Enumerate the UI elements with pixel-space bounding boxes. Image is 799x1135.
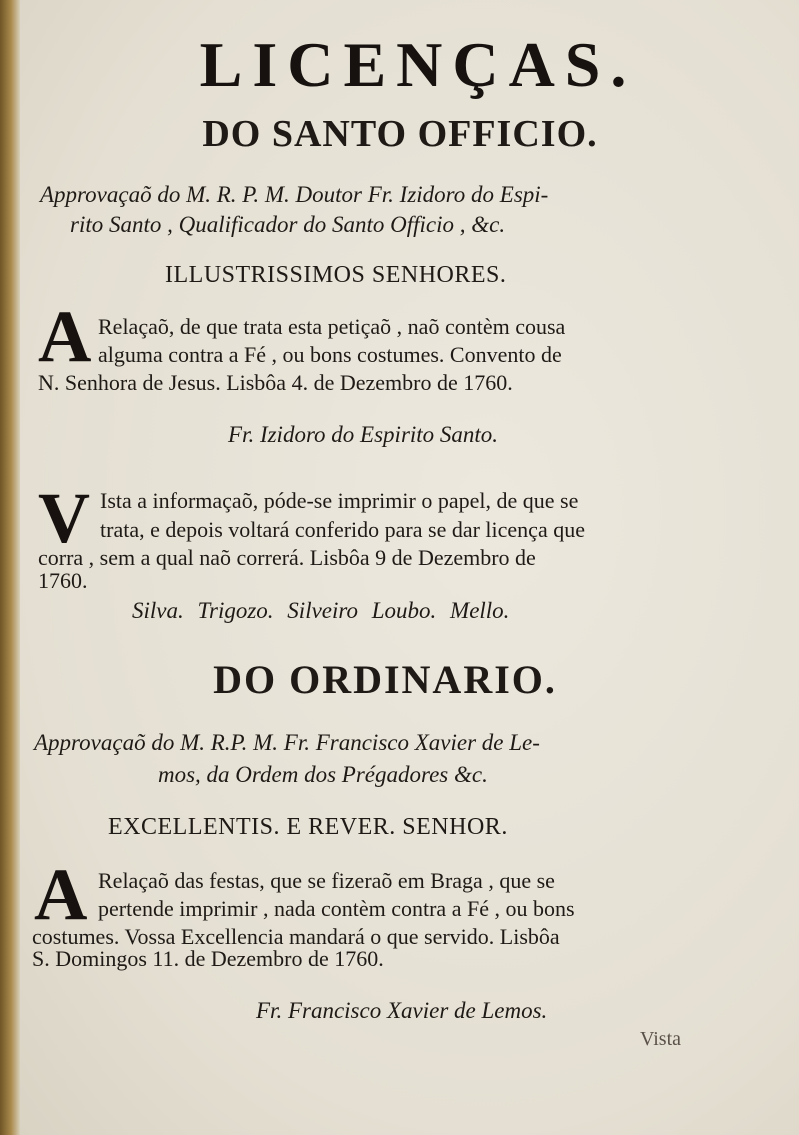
paragraph-3-line-2: pertende imprimir , nada contèm contra a Fé , ou bons (98, 896, 575, 921)
section-subtitle-santo-officio: DO SANTO OFFICIO. (202, 113, 598, 155)
paragraph-1-line-3: N. Senhora de Jesus. Lisbôa 4. de Dezembro de 1760. (38, 370, 513, 395)
book-binding (0, 0, 20, 1135)
paragraph-1-line-1: Relaçaõ, de que trata esta petiçaõ , naõ contèm cousa (98, 314, 566, 339)
paragraph-2-line-1: Ista a informaçaõ, póde-se imprimir o papel, de que se (100, 488, 579, 513)
signature-izidoro: Fr. Izidoro do Espirito Santo. (228, 422, 499, 447)
approval-line-2: rito Santo , Qualificador do Santo Officio , &c. (70, 212, 506, 237)
paragraph-2-line-3: corra , sem a qual naõ correrá. Lisbôa 9 de Dezembro de (38, 545, 536, 570)
approval-ordinario-line-2: mos, da Ordem dos Prégadores &c. (158, 762, 488, 787)
paragraph-3-line-4: S. Domingos 11. de Dezembro de 1760. (32, 946, 384, 971)
approval-ordinario-line-1: Approvaçaõ do M. R.P. M. Fr. Francisco Xavier de Le- (34, 730, 540, 755)
paragraph-3-line-3: costumes. Vossa Excellencia mandará o que servido. Lisbôa (32, 924, 560, 949)
drop-cap-v: V (38, 478, 90, 558)
paragraph-3-line-1: Relaçaõ das festas, que se fizeraõ em Braga , que se (98, 868, 555, 893)
paragraph-2-line-4: 1760. (38, 568, 88, 593)
drop-cap-a-2: A (34, 854, 88, 936)
paragraph-2-line-2: trata, e depois voltará conferido para se dar licença que (100, 517, 585, 542)
salutation-excellentis: EXCELLENTIS. E REVER. SENHOR. (108, 814, 508, 840)
salutation-illustrissimos: ILLUSTRISSIMOS SENHORES. (165, 262, 507, 288)
approval-line-1: Approvaçaõ do M. R. P. M. Doutor Fr. Izidoro do Espi- (40, 182, 549, 207)
page-title: LICENÇAS. (199, 29, 637, 100)
section-title-ordinario: DO ORDINARIO. (213, 657, 557, 702)
paragraph-1-line-2: alguma contra a Fé , ou bons costumes. Convento de (98, 342, 562, 367)
book-page (20, 0, 799, 1135)
signatures-censors: Silva. Trigozo. Silveiro Loubo. Mello. (132, 598, 510, 623)
catchword: Vista (640, 1028, 682, 1050)
signature-francisco: Fr. Francisco Xavier de Lemos. (256, 998, 548, 1023)
drop-cap-a-1: A (38, 296, 92, 378)
